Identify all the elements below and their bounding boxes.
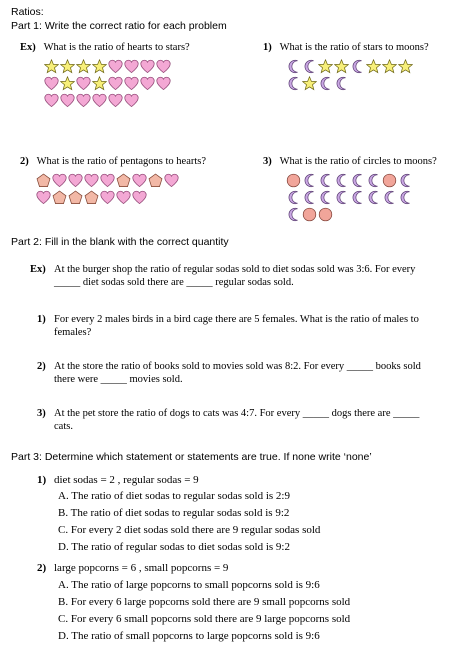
shape-row [44, 59, 171, 75]
star-icon [92, 59, 107, 75]
moon-icon [318, 190, 333, 206]
circle-icon [286, 173, 301, 189]
heart-icon [84, 173, 99, 189]
part3-2-option-a: A. The ratio of large popcorns to small popcorns sold is 9:6 [58, 579, 320, 591]
part3-1-option-c: C. For every 2 diet sodas sold there are 9 regular sodas sold [58, 524, 321, 536]
problem-1-question: 1) What is the ratio of stars to moons? [263, 42, 429, 53]
star-icon [60, 76, 75, 92]
circle-icon [302, 207, 317, 223]
moon-icon [382, 190, 397, 206]
pentagon-icon [148, 173, 163, 189]
heart-icon [100, 173, 115, 189]
heart-icon [140, 76, 155, 92]
part2-heading: Part 2: Fill in the blank with the correct quantity [11, 236, 229, 248]
heart-icon [36, 190, 51, 206]
heart-icon [44, 76, 59, 92]
heart-icon [52, 173, 67, 189]
pentagon-icon [36, 173, 51, 189]
heart-icon [108, 59, 123, 75]
shape-row [286, 207, 333, 223]
moon-icon [366, 173, 381, 189]
problem-3-question: 3) What is the ratio of circles to moons? [263, 156, 437, 167]
part2-ex-text: At the burger shop the ratio of regular sodas sold to diet sodas sold was 3:6. For every _____ diet sodas sold there are _____ regular sodas sold. [54, 264, 416, 288]
moon-icon [302, 59, 317, 75]
moon-icon [286, 190, 301, 206]
star-icon [302, 76, 317, 92]
moon-icon [318, 76, 333, 92]
shape-row [286, 190, 413, 206]
heart-icon [124, 93, 139, 109]
part1-heading: Part 1: Write the correct ratio for each problem [11, 20, 227, 32]
heart-icon [124, 76, 139, 92]
moon-icon [334, 76, 349, 92]
moon-icon [286, 76, 301, 92]
part3-2-option-b: B. For every 6 large popcorns sold there are 9 small popcorns sold [58, 596, 351, 608]
circle-icon [382, 173, 397, 189]
star-icon [44, 59, 59, 75]
circle-icon [318, 207, 333, 223]
moon-icon [398, 190, 413, 206]
heart-icon [124, 59, 139, 75]
heart-icon [68, 173, 83, 189]
problem-2-question: 2) What is the ratio of pentagons to hearts? [20, 156, 207, 167]
part3-1-option-d: D. The ratio of regular sodas to diet sodas sold is 9:2 [58, 541, 290, 553]
part2-1-label: 1) [37, 314, 46, 325]
heart-icon [140, 59, 155, 75]
pentagon-icon [52, 190, 67, 206]
shape-row [36, 190, 147, 206]
heart-icon [44, 93, 59, 109]
part3-1-option-b: B. The ratio of diet sodas to regular sodas sold is 9:2 [58, 507, 290, 519]
star-icon [398, 59, 413, 75]
moon-icon [318, 173, 333, 189]
part2-2-label: 2) [37, 361, 46, 372]
moon-icon [286, 207, 301, 223]
heart-icon [76, 93, 91, 109]
heart-icon [60, 93, 75, 109]
page-title: Ratios: [11, 6, 44, 18]
heart-icon [156, 59, 171, 75]
part2-3-text: At the pet store the ratio of dogs to cats was 4:7. For every _____ dogs there are _____ cats. [54, 408, 420, 432]
part2-2-text: At the store the ratio of books sold to movies sold was 8:2. For every _____ books sold there were _____ movies sold. [54, 361, 421, 385]
part2-3-label: 3) [37, 408, 46, 419]
part3-2-option-c: C. For every 6 small popcorns sold there are 9 large popcorns sold [58, 613, 351, 625]
part3-1-option-a: A. The ratio of diet sodas to regular sodas sold is 2:9 [58, 490, 290, 502]
heart-icon [156, 76, 171, 92]
heart-icon [92, 93, 107, 109]
heart-icon [76, 76, 91, 92]
part2-1-text: For every 2 males birds in a bird cage there are 5 females. What is the ratio of males to females? [54, 314, 419, 338]
shape-row [286, 76, 349, 92]
part3-1-label: 1) [37, 474, 47, 486]
moon-icon [350, 173, 365, 189]
moon-icon [350, 59, 365, 75]
shape-row [44, 93, 139, 109]
part3-1-prompt: diet sodas = 2 , regular sodas = 9 [54, 474, 199, 486]
part3-2-label: 2) [37, 562, 47, 574]
moon-icon [334, 190, 349, 206]
part3-2-option-d: D. The ratio of small popcorns to large popcorns sold is 9:6 [58, 630, 320, 642]
problem-ex-question: Ex) What is the ratio of hearts to stars? [20, 42, 190, 53]
star-icon [92, 76, 107, 92]
part2-ex-label: Ex) [30, 264, 46, 275]
heart-icon [108, 93, 123, 109]
shape-row [44, 76, 171, 92]
part3-heading: Part 3: Determine which statement or statements are true. If none write ‘none’ [11, 451, 372, 463]
heart-icon [132, 173, 147, 189]
heart-icon [116, 190, 131, 206]
pentagon-icon [84, 190, 99, 206]
heart-icon [108, 76, 123, 92]
moon-icon [398, 173, 413, 189]
heart-icon [100, 190, 115, 206]
star-icon [76, 59, 91, 75]
moon-icon [286, 59, 301, 75]
star-icon [318, 59, 333, 75]
moon-icon [366, 190, 381, 206]
part3-2-prompt: large popcorns = 6 , small popcorns = 9 [54, 562, 229, 574]
star-icon [382, 59, 397, 75]
pentagon-icon [68, 190, 83, 206]
shape-row [286, 173, 413, 189]
moon-icon [334, 173, 349, 189]
heart-icon [164, 173, 179, 189]
moon-icon [302, 173, 317, 189]
star-icon [60, 59, 75, 75]
moon-icon [350, 190, 365, 206]
moon-icon [302, 190, 317, 206]
shape-row [36, 173, 179, 189]
star-icon [334, 59, 349, 75]
star-icon [366, 59, 381, 75]
shape-row [286, 59, 413, 75]
heart-icon [132, 190, 147, 206]
pentagon-icon [116, 173, 131, 189]
